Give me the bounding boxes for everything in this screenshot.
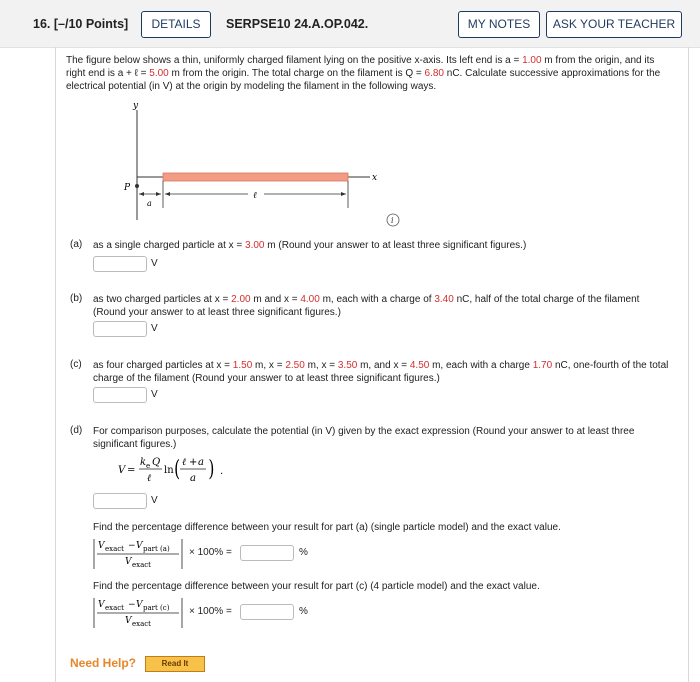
part-b-unit: V [151,323,158,334]
problem-statement: The figure below shows a thin, uniformly charged filament lying on the positive x-axis. Its left end is a = 1.00 m from the origin, and its right end is a + ℓ = 5.00 m from the origin. The total charge on the filament is Q = 6.80 nC. Calculate successive approximations for the electrical potential (in V) at the origin by modeling the filament in the following ways. [66,55,661,92]
svg-text:exact: exact [132,561,151,569]
part-d-text: For comparison purposes, calculate the potential (in V) given by the exact expression (Round your answer to at least three significant figures.) [93,426,635,450]
my-notes-button[interactable]: MY NOTES [458,11,540,38]
part-b-text: as two charged particles at x = 2.00 m and x = 4.00 m, each with a charge of 3.40 nC, half of the total charge of the filament (Round your answer to at least three significant figures.) [93,294,640,318]
svg-text:V: V [125,557,132,567]
exact-potential-formula [116,452,226,488]
part-d-answer-input[interactable] [93,493,147,509]
svg-text:V: V [98,600,105,610]
svg-text:exact: exact [105,604,124,612]
filament-figure [110,98,410,230]
percent-diff-c-prompt: Find the percentage difference between your result for part (c) (4 particle model) and the exact value. [93,581,540,592]
svg-text:a: a [198,457,204,468]
percent-diff-a-input[interactable] [240,545,294,561]
need-help-label: Need Help? [70,656,137,670]
info-icon[interactable] [387,214,399,226]
percent-diff-a-prompt: Find the percentage difference between your result for part (a) (single particle model) and the exact value. [93,522,561,533]
svg-text:e: e [146,462,151,470]
percent-diff-a-formula [93,537,193,571]
svg-text:.: . [220,466,224,477]
details-button[interactable]: DETAILS [141,11,211,38]
read-it-button[interactable]: Read It [145,656,205,672]
y-axis-label: y [133,101,139,111]
svg-text:V: V [98,541,105,551]
svg-text:(: ( [174,456,181,482]
x100-label-a: × 100% = [189,547,232,558]
svg-text:part (a): part (a) [143,545,170,553]
svg-text:V: V [125,616,132,626]
part-c-unit: V [151,389,158,400]
part-b-answer-input[interactable] [93,321,147,337]
part-c-label: (c) [70,359,82,370]
svg-text:=: = [127,465,136,476]
part-a-label: (a) [70,239,83,250]
svg-text:part (c): part (c) [143,604,170,612]
percent-diff-c-formula [93,596,193,630]
point-p-label: P [124,183,131,193]
part-a-unit: V [151,258,158,269]
ask-teacher-button[interactable]: ASK YOUR TEACHER [546,11,682,38]
part-b-label: (b) [70,293,83,304]
part-c-answer-input[interactable] [93,387,147,403]
svg-text:+: + [189,457,198,468]
problem-code: SERPSE10 24.A.OP.042. [226,17,369,31]
part-c-text: as four charged particles at x = 1.50 m, x = 2.50 m, x = 3.50 m, and x = 4.50 m, each with a charge 1.70 nC, one-fourth of the total charge of the filament (Round your answer to at least three significant figures.) [93,360,669,384]
question-header [0,0,700,48]
svg-text:a: a [190,473,196,484]
svg-text:V: V [136,541,143,551]
svg-text:ℓ: ℓ [182,457,187,468]
x100-label-c: × 100% = [189,606,232,617]
part-a-answer-input[interactable] [93,256,147,272]
x-axis-label: x [372,173,378,183]
percent-diff-c-input[interactable] [240,604,294,620]
svg-text:−: − [128,600,136,610]
svg-text:ℓ: ℓ [147,473,152,484]
svg-text:V: V [118,465,126,476]
svg-text:exact: exact [132,620,151,628]
part-d-label: (d) [70,425,83,436]
question-number: 16. [–/10 Points] [33,17,129,31]
distance-a-label: a [147,199,152,208]
svg-text:Q: Q [152,457,161,468]
part-d-unit: V [151,495,158,506]
length-l-label: ℓ [253,191,257,201]
svg-text:k: k [140,457,147,468]
svg-text:−: − [128,541,136,551]
svg-text:ln: ln [164,465,174,476]
svg-text:V: V [136,600,143,610]
percent-unit-c: % [299,606,308,617]
percent-unit-a: % [299,547,308,558]
part-a-text: as a single charged particle at x = 3.00 m (Round your answer to at least three significant figures.) [93,240,527,251]
svg-text:i: i [391,216,394,225]
svg-text:exact: exact [105,545,124,553]
svg-text:): ) [208,456,215,482]
